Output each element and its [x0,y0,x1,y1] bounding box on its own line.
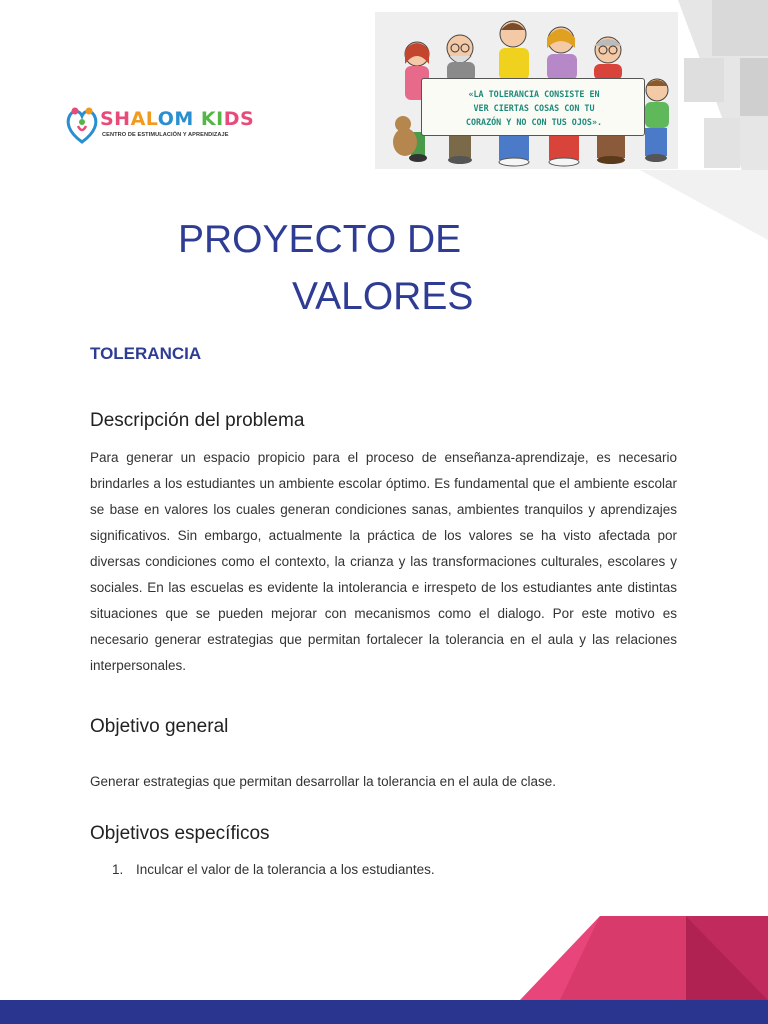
tolerance-banner-illustration [375,12,678,169]
general-objective-text: Generar estrategias que permitan desarrollar la tolerancia en el aula de clase. [90,774,557,789]
logo-name: SHALOM KIDS [100,108,255,130]
section-heading-problem: Descripción del problema [90,410,305,431]
problem-description: Para generar un espacio propicio para el proceso de enseñanza-aprendizaje, es necesario brindarles a los estudiantes un ambiente escolar óptimo. Es fundamental que el ambiente escolar se base en valores los cuales generan condiciones sanas, ambientes tranquilos y aprendizajes significativos. Sin embargo, actualmente la práctica de los valores se ha visto afectada por diversas condiciones como el contexto, la crianza y las transformaciones culturales, escolares y sociales. En las escuelas es evidente la intolerancia e irrespeto de los estudiantes ante distintas situaciones que se pueden mejorar con mecanismos como el dialogo. Por este motivo es necesario generar estrategias que permitan fortalecer la tolerancia en el aula y las relaciones interpersonales. [90,450,677,673]
quote-line: VER CIERTAS COSAS CON TU [473,103,595,113]
document-title-line-2: VALORES [292,275,474,318]
heart-family-icon [64,102,100,146]
footer-bar [0,1000,768,1024]
section-heading-specific-objectives: Objetivos específicos [90,823,270,844]
shalom-kids-logo [64,100,258,150]
list-item [112,862,435,877]
tolerance-quote [426,87,642,129]
quote-sign [421,78,645,136]
quote-line: «LA TOLERANCIA CONSISTE EN [468,89,600,99]
list-item-text: Inculcar el valor de la tolerancia a los estudiantes. [136,862,435,877]
section-heading-general-objective: Objetivo general [90,716,229,737]
decorative-footer-shapes [0,900,768,1024]
logo-subtitle: CENTRO DE ESTIMULACIÓN Y APRENDIZAJE [102,132,229,138]
value-subtitle: TOLERANCIA [90,344,202,363]
document-title-line-1: PROYECTO DE [178,218,462,261]
quote-line: CORAZÓN Y NO CON TUS OJOS». [465,117,603,127]
list-item-number: 1. [112,862,124,877]
